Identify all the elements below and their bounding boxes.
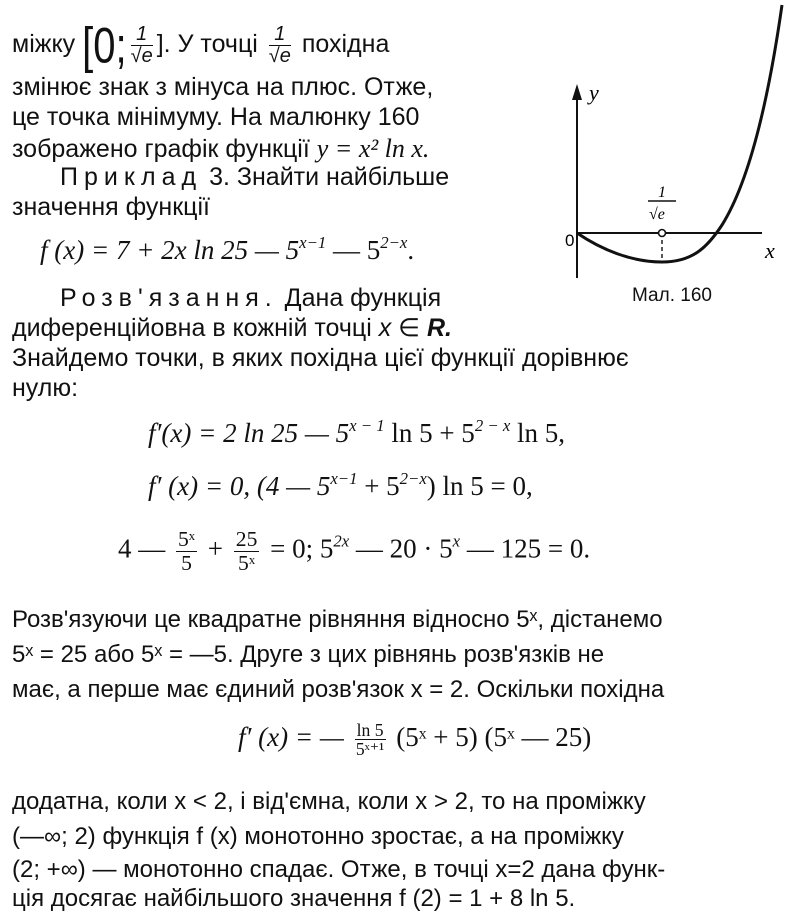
text: Дана функція (284, 284, 442, 312)
formula: f′ (x) = — (238, 722, 344, 752)
fraction-numerator: 25 (235, 527, 258, 551)
equation-1 (40, 233, 414, 267)
paragraph-line: 5ˣ = 25 або 5ˣ = —5. Друге з цих рівнянь розв'язків не (12, 641, 605, 668)
equation-5 (238, 720, 591, 759)
paragraph-line: ція досягає найбільшого значення f (2) = 1 + 8 ln 5. (12, 885, 576, 912)
minimum-point-marker (659, 230, 666, 237)
superscript: 2−x (380, 233, 408, 253)
formula: (5ˣ + 5) (5ˣ — 25) (396, 722, 592, 752)
fraction-denominator: √e (268, 45, 291, 67)
text: 3. Знайти найбільше (209, 163, 450, 191)
equation-2 (148, 416, 565, 450)
formula: = 0; 5 (270, 533, 334, 564)
y-axis-arrow (572, 84, 582, 100)
line-2: змінює знак з мінуса на плюс. Отже, (12, 73, 434, 101)
formula: . (407, 235, 415, 265)
formula: f′(x) = 2 ln 25 — 5 (148, 418, 350, 448)
superscript: 2x (333, 531, 350, 551)
formula: R. (426, 314, 452, 342)
formula: — 20 · 5 (349, 533, 453, 564)
text: зображено графік функції (12, 135, 310, 163)
superscript: 2−x (399, 469, 427, 489)
fraction-denominator: 5ˣ (238, 550, 256, 575)
fraction (234, 528, 260, 574)
line-6: значення функції (12, 193, 210, 221)
function-curve (577, 5, 782, 262)
paragraph-line: (2; +∞) — монотонно спадає. Отже, в точці x=2 дана функ- (12, 856, 666, 883)
formula: 4 — (118, 533, 166, 564)
y-axis-label: y (589, 80, 599, 105)
formula: + 5 (357, 471, 400, 501)
formula: + (207, 533, 224, 564)
line-9 (12, 313, 452, 343)
line-1 (12, 18, 390, 73)
interval-open: [0; (82, 18, 127, 73)
line-10: Знайдемо точки, в яких похідна цієї функції дорівнює (12, 344, 629, 372)
formula: ) ln 5 = 0, (426, 471, 533, 501)
formula: — 5 (326, 235, 381, 265)
formula: f′ (x) = 0, (4 — 5 (148, 471, 331, 501)
formula: — 125 = 0. (460, 533, 591, 564)
line-11: нулю: (12, 374, 79, 402)
fraction (176, 528, 197, 574)
fraction-numerator: 1 (131, 24, 153, 46)
point-label-numerator: 1 (658, 184, 666, 201)
text: міжку (12, 30, 76, 59)
fraction-denominator: 5 (181, 550, 192, 575)
superscript: x (452, 531, 461, 551)
x-axis-label: x (765, 238, 775, 263)
fraction-denominator: √e (130, 45, 153, 67)
superscript: x−1 (330, 469, 358, 489)
fraction-numerator: 5ˣ (178, 527, 196, 551)
formula: x ∈ (378, 314, 420, 342)
point-label-denominator: √e (649, 206, 665, 223)
paragraph-line: має, а перше має єдиний розв'язок x = 2. Оскільки похідна (12, 676, 665, 703)
formula: ln 5 + 5 (384, 418, 475, 448)
line-8 (60, 283, 441, 313)
line-5 (60, 162, 449, 192)
origin-label: 0 (565, 231, 575, 250)
paragraph-line: (—∞; 2) функція f (x) монотонно зростає, а на проміжку (12, 823, 624, 850)
line-3: це точка мінімуму. На малюнку 160 (12, 103, 420, 131)
line-4 (12, 132, 429, 166)
example-label: Приклад (60, 163, 203, 191)
paragraph-line: додатна, коли x < 2, і від'ємна, коли x > 2, то на проміжку (12, 788, 646, 815)
formula: f (x) = 7 + 2x ln 25 — 5 (40, 235, 300, 265)
text: диференційовна в кожній точці (12, 314, 372, 342)
paragraph-line: Розв'язуючи це квадратне рівняння відносно 5ˣ, дістанемо (12, 606, 663, 633)
solution-label: Розв'язання. (60, 284, 278, 312)
superscript: x−1 (299, 233, 327, 253)
fraction-denominator: 5ˣ⁺¹ (355, 739, 385, 760)
formula: y = x² ln x. (316, 134, 430, 163)
text: ]. У точці (156, 30, 258, 59)
figure-caption: Мал. 160 (632, 285, 712, 306)
text: похідна (301, 30, 390, 59)
function-graph (562, 0, 812, 300)
fraction (131, 24, 153, 67)
formula: ln 5, (510, 418, 566, 448)
superscript: x − 1 (349, 416, 385, 436)
superscript: 2 − x (474, 416, 511, 436)
equation-4 (118, 528, 590, 574)
fraction-numerator: 1 (269, 24, 291, 46)
fraction (269, 24, 291, 67)
fraction (355, 721, 386, 759)
fraction-numerator: ln 5 (356, 719, 384, 740)
equation-3 (148, 469, 533, 503)
